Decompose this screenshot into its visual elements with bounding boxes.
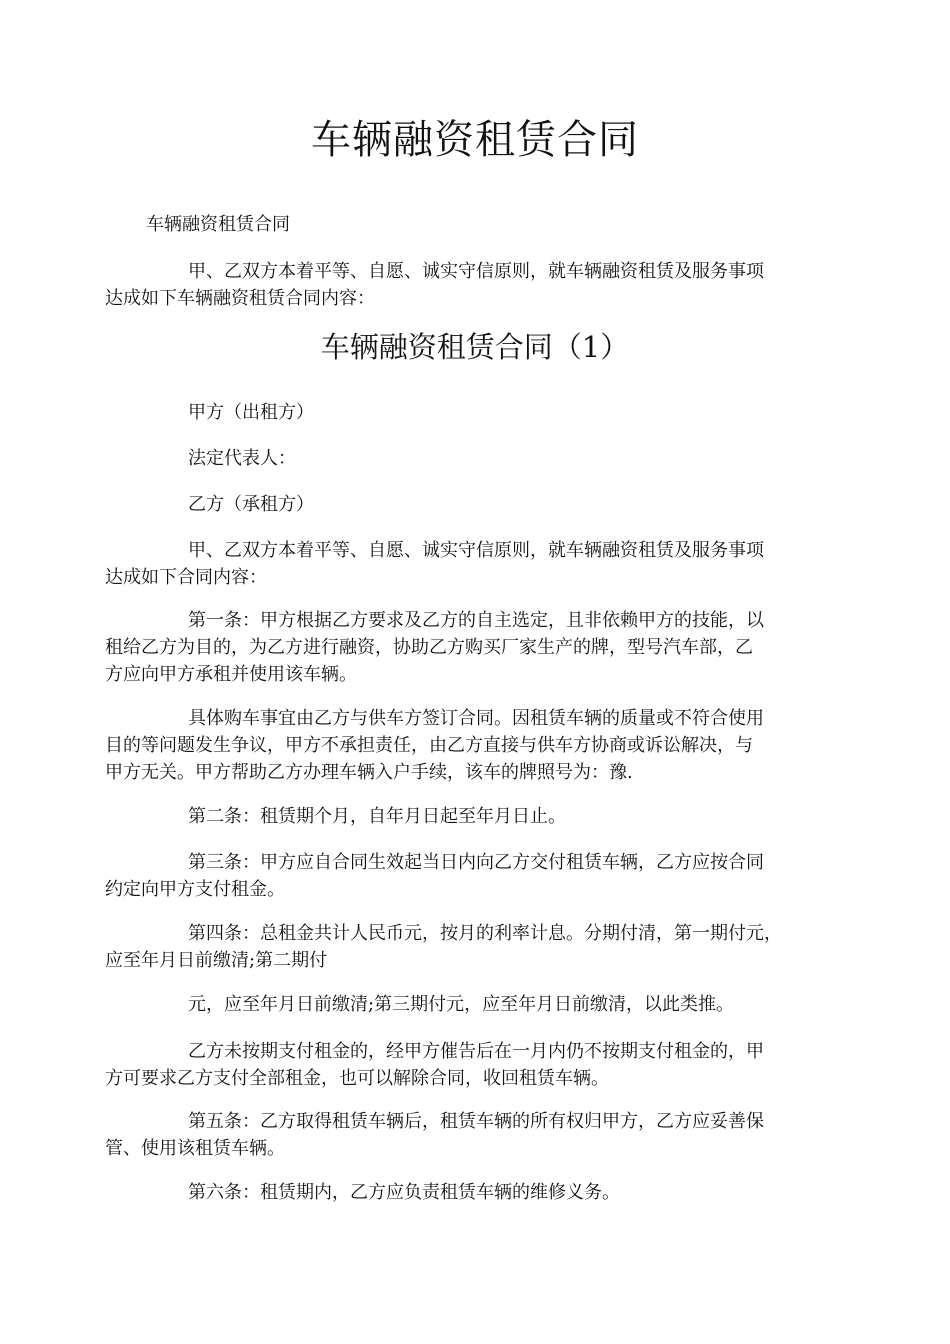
document-title: 车辆融资租赁合同 xyxy=(311,117,639,163)
party-b: 乙方（承租方） xyxy=(188,494,314,515)
article-3 xyxy=(105,849,840,903)
installments-paragraph: 元，应至年月日前缴清;第三期付元，应至年月日前缴清，以此类推。 xyxy=(188,994,735,1015)
section-title: 车辆融资租赁合同（1） xyxy=(320,330,630,364)
article-4 xyxy=(105,920,840,974)
purchase-line-1: 具体购车事宜由乙方与供车方签订合同。因租赁车辆的质量或不符合使用 xyxy=(188,708,764,729)
article-5-line-1: 第五条：乙方取得租赁车辆后，租赁车辆的所有权归甲方，乙方应妥善保 xyxy=(188,1111,764,1132)
article-1-line-1: 第一条：甲方根据乙方要求及乙方的自主选定，且非依赖甲方的技能，以 xyxy=(188,610,764,631)
intro-line-2: 达成如下车辆融资租赁合同内容： xyxy=(105,288,375,309)
purchase-paragraph xyxy=(105,705,840,786)
article-5-line-2: 管、使用该租赁车辆。 xyxy=(105,1138,285,1159)
agreement-line-1: 甲、乙双方本着平等、自愿、诚实守信原则，就车辆融资租赁及服务事项 xyxy=(188,540,764,561)
article-1-line-2: 租给乙方为目的，为乙方进行融资，协助乙方购买厂家生产的牌，型号汽车部，乙 xyxy=(105,637,753,658)
article-4-line-2: 应至年月日前缴清;第二期付 xyxy=(105,950,328,971)
article-3-line-1: 第三条：甲方应自合同生效起当日内向乙方交付租赁车辆，乙方应按合同 xyxy=(188,852,764,873)
article-2: 第二条：租赁期个月，自年月日起至年月日止。 xyxy=(188,806,566,827)
default-line-1: 乙方未按期支付租金的，经甲方催告后在一月内仍不按期支付租金的，甲 xyxy=(188,1041,764,1062)
article-5 xyxy=(105,1108,840,1162)
default-line-2: 方可要求乙方支付全部租金，也可以解除合同，收回租赁车辆。 xyxy=(105,1068,609,1089)
article-3-line-2: 约定向甲方支付租金。 xyxy=(105,879,285,900)
intro-paragraph xyxy=(105,258,840,312)
purchase-line-2: 目的等问题发生争议，甲方不承担责任，由乙方直接与供车方协商或诉讼解决，与 xyxy=(105,735,753,756)
article-4-line-1: 第四条：总租金共计人民币元，按月的利率计息。分期付清，第一期付元， xyxy=(188,923,782,944)
article-1 xyxy=(105,607,840,688)
lead-line: 车辆融资租赁合同 xyxy=(146,214,290,235)
article-6: 第六条：租赁期内，乙方应负责租赁车辆的维修义务。 xyxy=(188,1182,620,1203)
intro-line-1: 甲、乙双方本着平等、自愿、诚实守信原则，就车辆融资租赁及服务事项 xyxy=(188,261,764,282)
article-1-line-3: 方应向甲方承租并使用该车辆。 xyxy=(105,664,357,685)
legal-representative: 法定代表人： xyxy=(188,448,296,469)
party-a: 甲方（出租方） xyxy=(188,402,314,423)
default-paragraph xyxy=(105,1038,840,1092)
agreement-line-2: 达成如下合同内容： xyxy=(105,567,267,588)
purchase-line-3: 甲方无关。甲方帮助乙方办理车辆入户手续，该车的牌照号为：豫. xyxy=(105,762,633,783)
agreement-paragraph xyxy=(105,537,840,591)
